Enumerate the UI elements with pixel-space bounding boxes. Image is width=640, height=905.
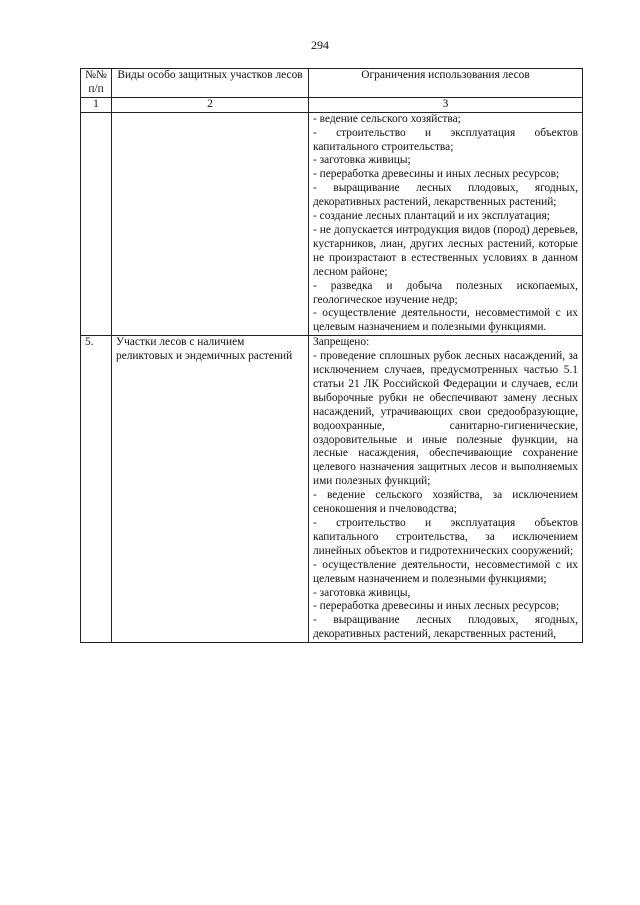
table-header-row bbox=[81, 69, 583, 98]
restriction-item: - заготовка живицы, bbox=[313, 586, 411, 599]
row-number-cell bbox=[81, 112, 112, 336]
restriction-item: - переработка древесины и иных лесных ресурсов; bbox=[313, 168, 560, 181]
restriction-item: - ведение сельского хозяйства; bbox=[313, 112, 461, 125]
column-number-1: 1 bbox=[81, 97, 112, 112]
header-number: №№ п/п bbox=[81, 69, 112, 98]
restriction-item: - ведение сельского хозяйства, за исключением сенокошения и пчеловодства; bbox=[313, 489, 578, 516]
restriction-item: - не допускается интродукция видов (пород) деревьев, кустарников, лиан, других лесных растений, которые не произрастают в естественных условиях в данном лесном районе; bbox=[313, 223, 578, 278]
row-number-cell: 5. bbox=[81, 336, 112, 643]
restriction-item: - строительство и эксплуатация объектов капитального строительства, за исключением линейных объектов и гидротехнических сооружений; bbox=[313, 517, 578, 557]
restriction-item: - осуществление деятельности, несовместимой с их целевым назначением и полезными функциями; bbox=[313, 558, 578, 585]
restriction-item: - заготовка живицы; bbox=[313, 154, 411, 167]
column-number-row bbox=[81, 97, 583, 112]
header-restrictions: Ограничения использования лесов bbox=[309, 69, 583, 98]
column-number-3: 3 bbox=[309, 97, 583, 112]
area-type-cell: Участки лесов с наличием реликтовых и эндемичных растений bbox=[112, 336, 309, 643]
header-area-type: Виды особо защитных участков лесов bbox=[112, 69, 309, 98]
restriction-item: - проведение сплошных рубок лесных насаждений, за исключением случаев, предусмотренных частью 5.1 статьи 21 ЛК Российской Федерации и случаев, если выборочные рубки не обеспечивают замену лесных насаждений, утрачивающих свои средообразующие, водоохранные, санитарно-гигиенические, оздоровительные и иные полезные функции, на лесные насаждения, обеспечивающие сохранение целевого назначения защитных лесов и выполняемых ими полезных функций; bbox=[313, 350, 578, 488]
table-row bbox=[81, 336, 583, 643]
restriction-item: - строительство и эксплуатация объектов капитального строительства; bbox=[313, 126, 578, 153]
restrictions-cell bbox=[309, 112, 583, 336]
restriction-item: - переработка древесины и иных лесных ресурсов; bbox=[313, 600, 560, 613]
restrictions-cell bbox=[309, 336, 583, 643]
restrictions-table bbox=[80, 68, 583, 643]
area-type-cell bbox=[112, 112, 309, 336]
restriction-item: - разведка и добыча полезных ископаемых, геологическое изучение недр; bbox=[313, 279, 578, 306]
restriction-item: - создание лесных плантаций и их эксплуатация; bbox=[313, 210, 550, 223]
table-row bbox=[81, 112, 583, 336]
page-number: 294 bbox=[311, 38, 329, 52]
restriction-item: - осуществление деятельности, несовместимой с их целевым назначением и полезными функциями. bbox=[313, 307, 578, 334]
restriction-item: - выращивание лесных плодовых, ягодных, декоративных растений, лекарственных растений, bbox=[313, 614, 578, 641]
restriction-item: - выращивание лесных плодовых, ягодных, декоративных растений, лекарственных растений; bbox=[313, 182, 578, 209]
restriction-item: Запрещено: bbox=[313, 336, 370, 349]
column-number-2: 2 bbox=[112, 97, 309, 112]
